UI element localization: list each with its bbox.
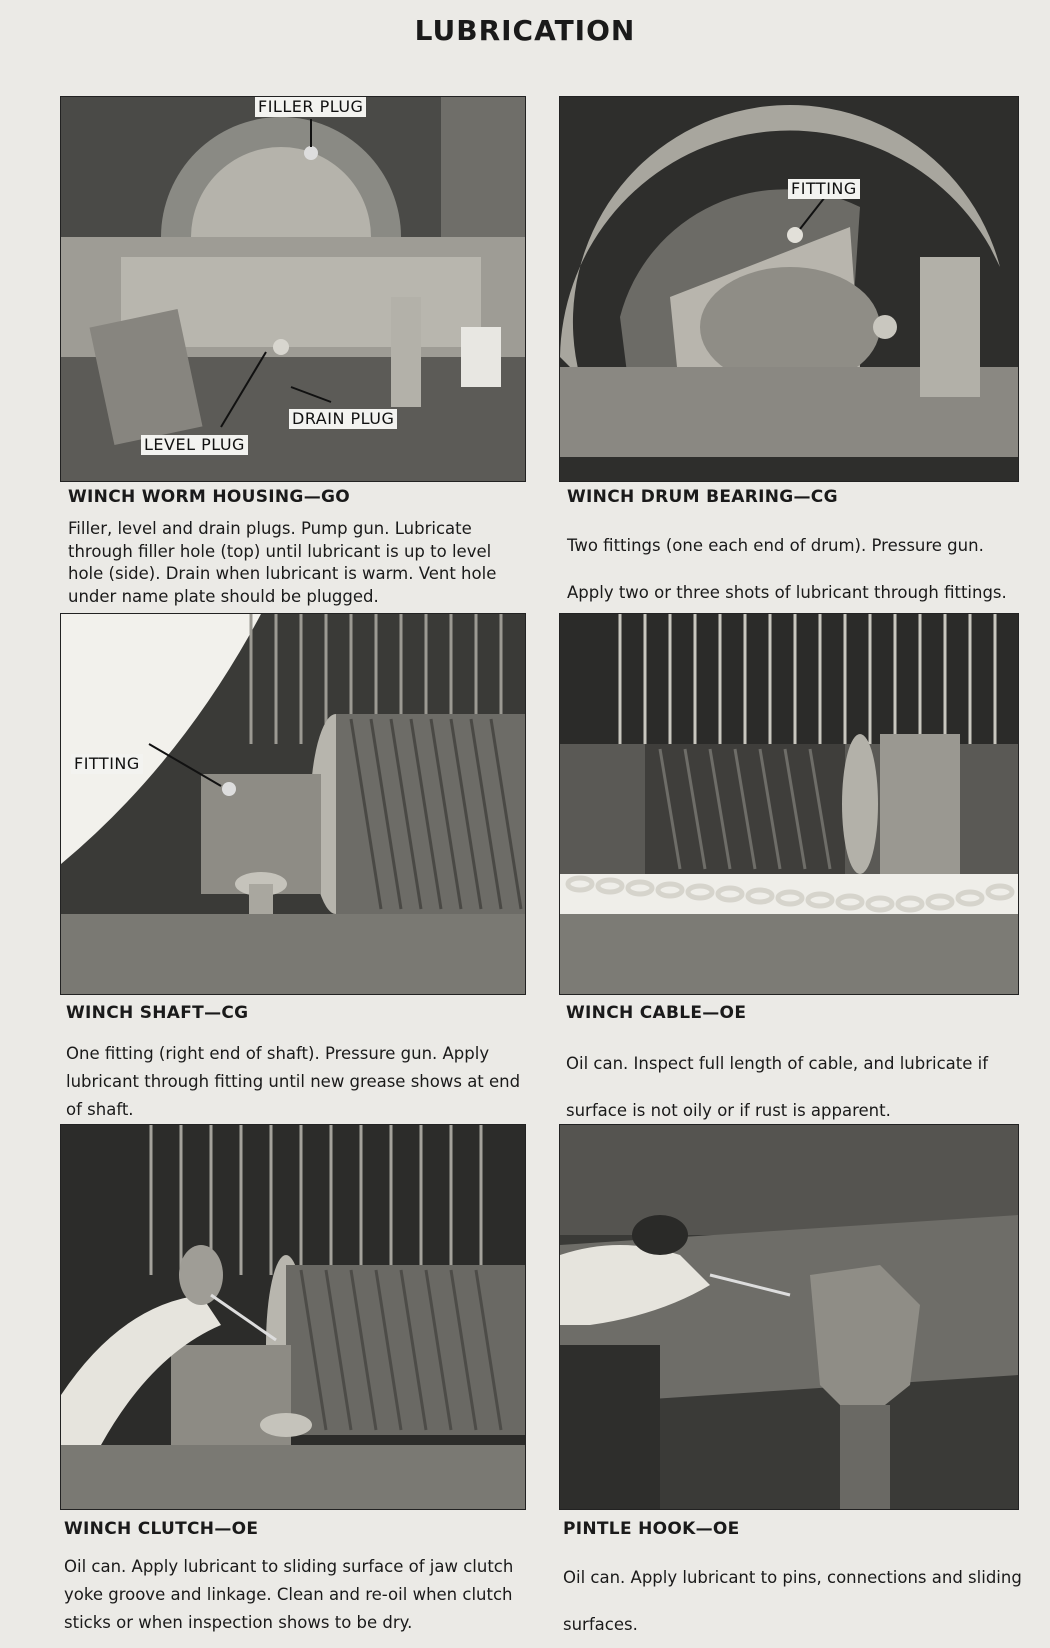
callout-fitting-drum: FITTING — [788, 179, 860, 199]
photo-winch-clutch — [60, 1124, 526, 1510]
callout-filler-plug: FILLER PLUG — [255, 97, 366, 117]
caption-body-winch-worm-housing: Filler, level and drain plugs. Pump gun. Lubricate through filler hole (top) until lubricant is up to level hole (side). Drain when lubricant is warm. Vent hole under name plate should be plugged. — [68, 519, 497, 606]
caption-title-winch-shaft: WINCH SHAFT—CG — [66, 1003, 249, 1023]
photo-winch-cable — [559, 613, 1019, 995]
page-title: LUBRICATION — [414, 14, 636, 47]
photo-pintle-hook — [559, 1124, 1019, 1510]
callout-drain-plug: DRAIN PLUG — [289, 409, 397, 429]
caption-body-winch-shaft: One fitting (right end of shaft). Pressure gun. Apply lubricant through fitting until new grease shows at end of shaft. — [66, 1044, 521, 1119]
caption-title-winch-drum-bearing: WINCH DRUM BEARING—CG — [567, 487, 838, 507]
caption-title-winch-worm-housing: WINCH WORM HOUSING—GO — [68, 487, 350, 507]
caption-body-pintle-hook: Oil can. Apply lubricant to pins, connections and sliding surfaces. — [563, 1568, 1022, 1634]
callout-level-plug: LEVEL PLUG — [141, 435, 248, 455]
photo-winch-shaft — [60, 613, 526, 995]
caption-body-winch-clutch: Oil can. Apply lubricant to sliding surface of jaw clutch yoke groove and linkage. Clean and re-oil when clutch sticks or when inspection shows to be dry. — [64, 1557, 514, 1632]
caption-title-winch-clutch: WINCH CLUTCH—OE — [64, 1519, 259, 1539]
caption-title-pintle-hook: PINTLE HOOK—OE — [563, 1519, 740, 1539]
callout-fitting-shaft: FITTING — [71, 754, 143, 774]
caption-body-winch-drum-bearing: Two fittings (one each end of drum). Pressure gun. Apply two or three shots of lubricant through fittings. — [567, 536, 1007, 602]
photo-winch-worm-housing — [60, 96, 526, 482]
photo-winch-drum-bearing — [559, 96, 1019, 482]
caption-title-winch-cable: WINCH CABLE—OE — [566, 1003, 747, 1023]
caption-body-winch-cable: Oil can. Inspect full length of cable, and lubricate if surface is not oily or if rust is apparent. — [566, 1054, 989, 1120]
